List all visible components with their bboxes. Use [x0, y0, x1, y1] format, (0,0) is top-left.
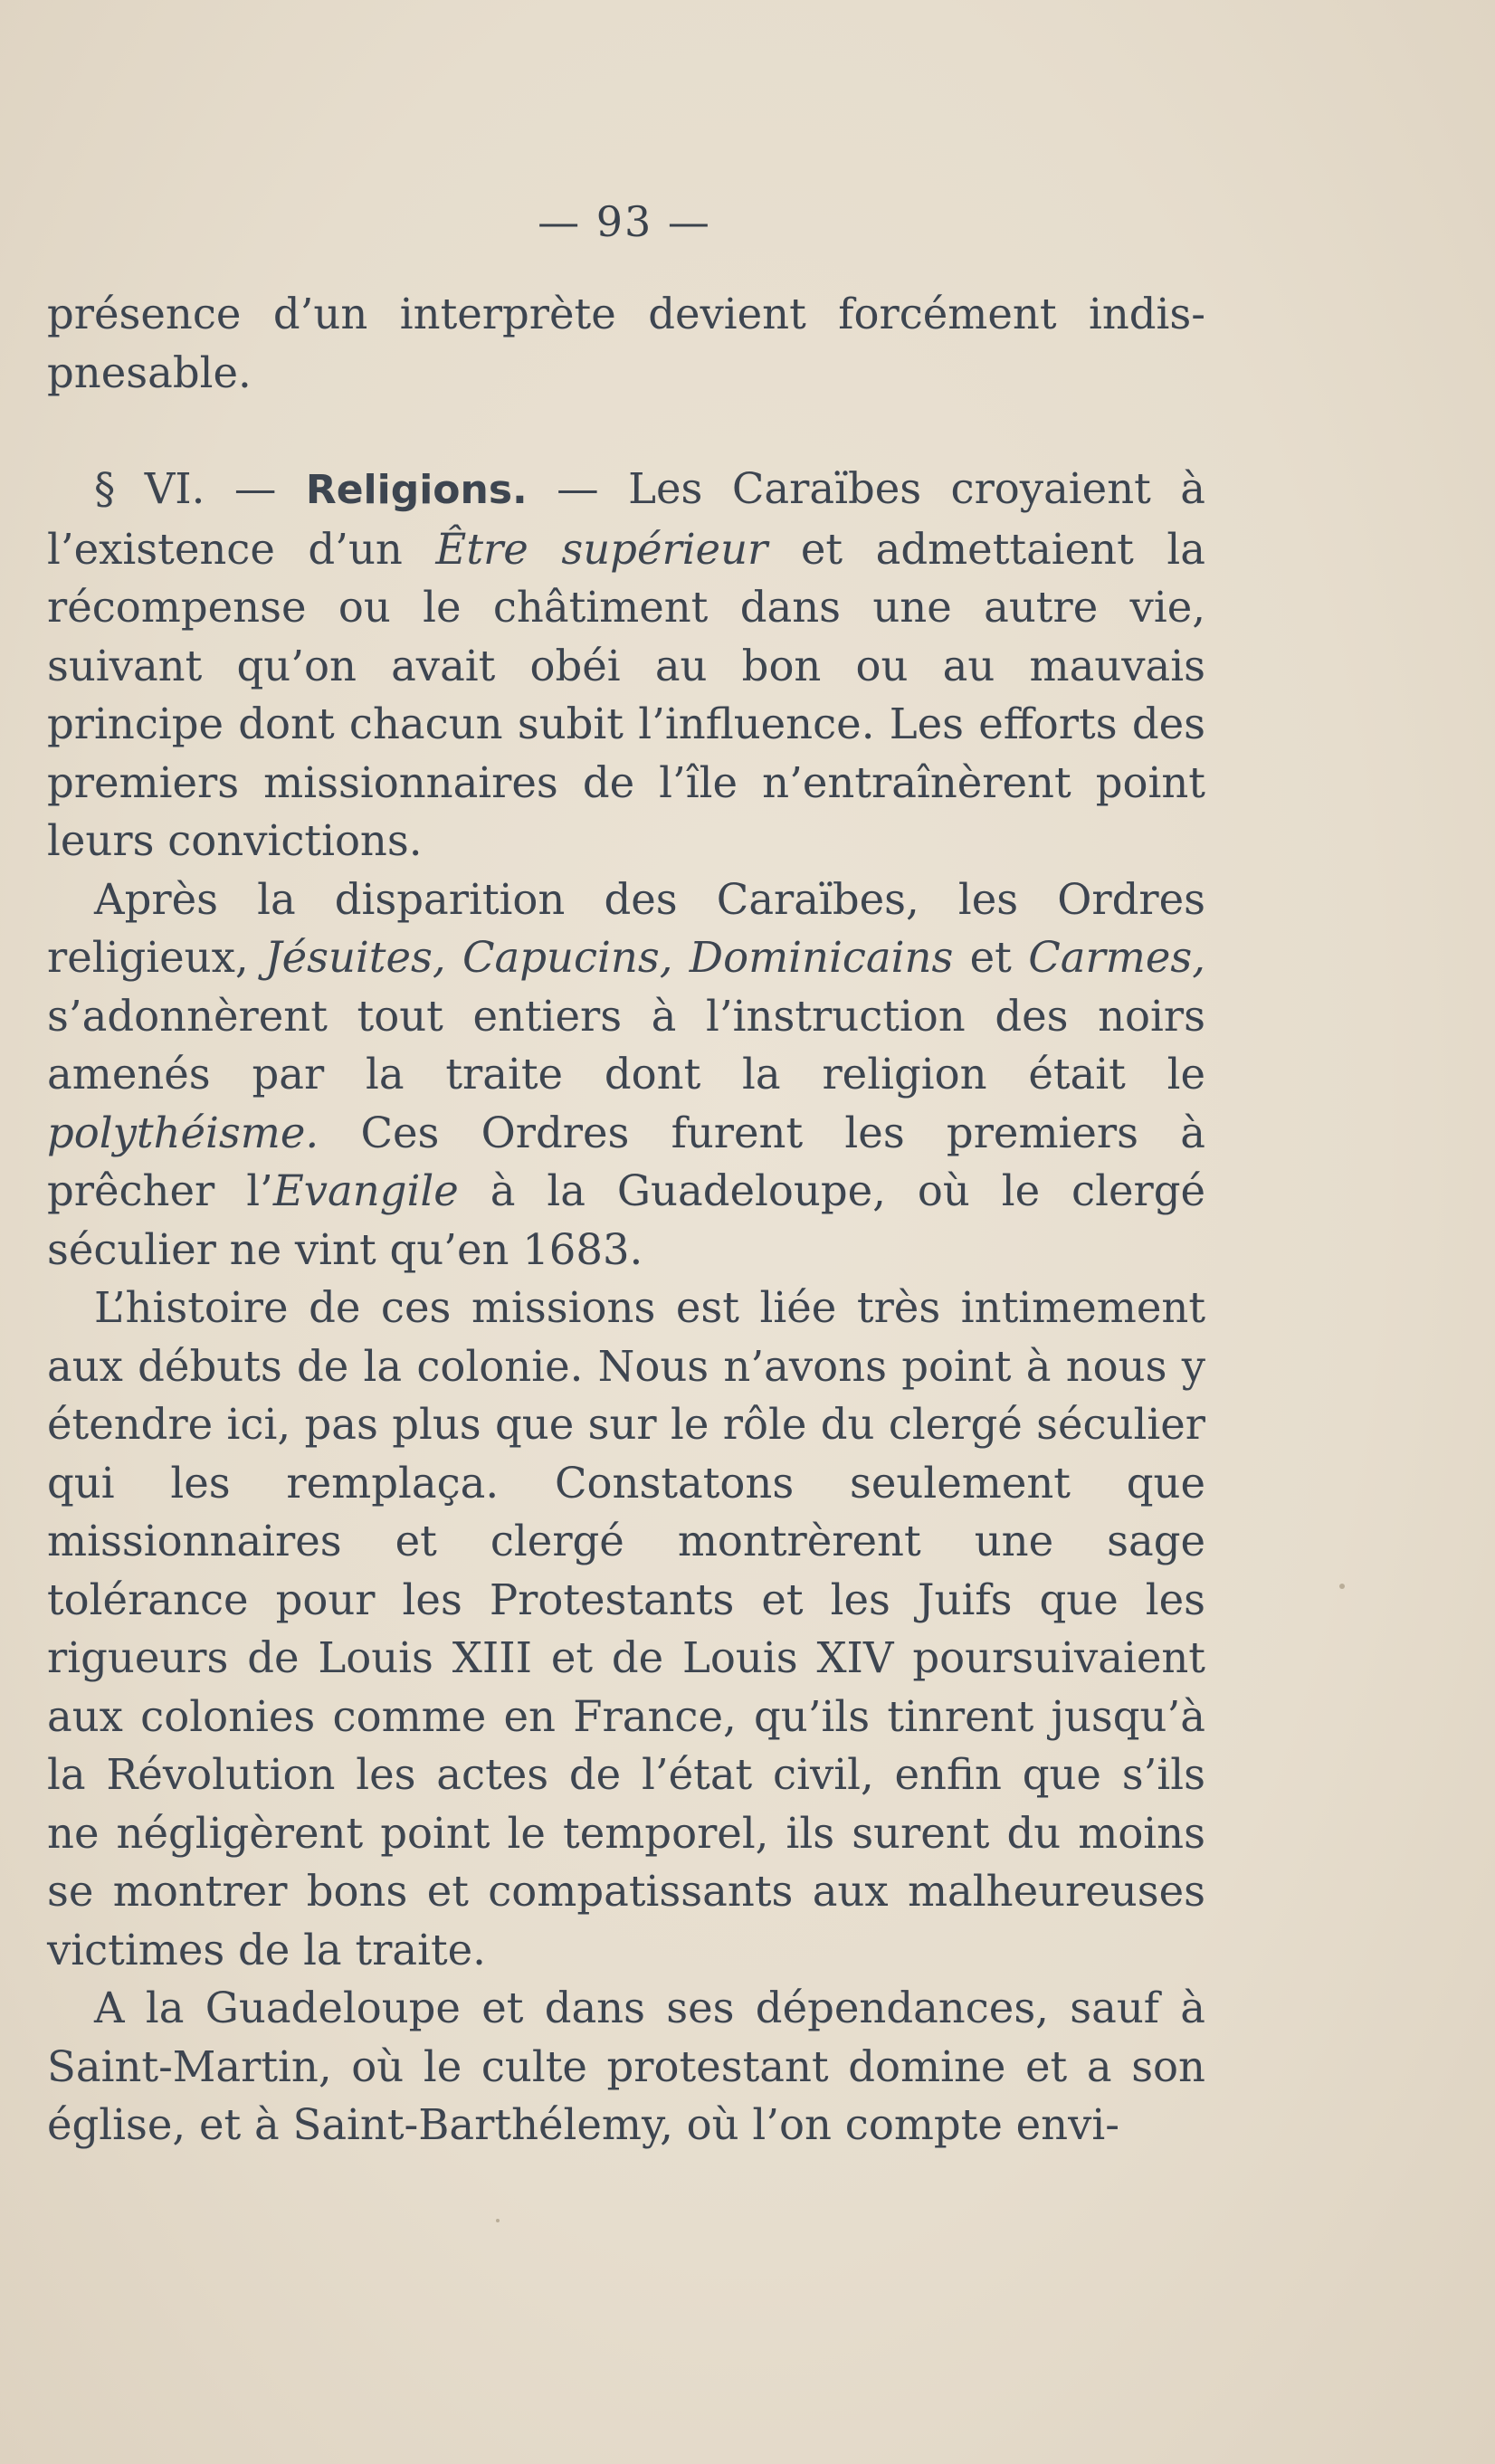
body-text — [47, 285, 1205, 2155]
paragraph-guadeloupe: A la Guadeloupe et dans ses dépendances, sauf à Saint-Martin, où le culte protestant domine et a son église, et à Saint-Barthélemy, où l’on compte envi- — [47, 1984, 1205, 2149]
paragraph-continuation: présence d’un interprète devient forcément indis-pnesable. — [47, 290, 1205, 397]
page-number: — 93 — — [538, 197, 711, 246]
section-heading: Religions. — [305, 467, 528, 513]
text-run: et admettaient la récompense ou le châtiment dans une autre vie, suivant qu’on avait obéi au bon ou au mauvais principe dont chacun subit l’influence. Les efforts des premiers missionnaires de l’île n’entraînèrent point leurs convictions. — [47, 524, 1205, 865]
italic-run: Jésuites, Capucins, Dominicains — [264, 933, 954, 982]
paragraph-histoire: L’histoire de ces missions est liée très intimement aux débuts de la colonie. Nous n’avons point à nous y étendre ici, pas plus que sur le rôle du clergé séculier qui les remplaça. Constatons seulement que missionnaires et clergé montrèrent une sage tolérance pour les Protestants et les Juifs que les rigueurs de Louis XIII et de Louis XIV poursuivaient aux colonies comme en France, qu’ils tinrent jusqu’à la Révolution les actes de l’état civil, enfin que s’ils ne négligèrent point le temporel, ils surent du moins se montrer bons et compatissants aux malheureuses victimes de la traite. — [47, 1283, 1205, 1974]
text-run: — Les Caraïbes croyaient à l’existence d’un — [47, 464, 1205, 574]
text-run: à la Guadeloupe, où le clergé séculier ne vint qu’en 1683. — [47, 1166, 1205, 1274]
text-run: et — [953, 933, 1029, 982]
italic-run: Evangile — [272, 1166, 459, 1215]
text-run: s’adonnèrent tout entiers à l’instruction des noirs amenés par la traite dont la religion était le — [47, 991, 1205, 1099]
paragraph-religions — [47, 460, 1205, 870]
paper-speck — [496, 2219, 500, 2222]
paragraph-ordres — [47, 870, 1205, 1280]
italic-run: Carmes, — [1028, 933, 1205, 982]
italic-run: polythéisme. — [47, 1108, 319, 1157]
section-marker: § VI. — — [94, 464, 306, 513]
text-run: Après la disparition des Caraïbes, les Ordres religieux, — [47, 874, 1205, 982]
paper-speck — [1339, 1584, 1345, 1589]
italic-run: Être supérieur — [435, 524, 768, 574]
text-run: Ces Ordres furent les premiers à prêcher l’ — [47, 1108, 1205, 1215]
